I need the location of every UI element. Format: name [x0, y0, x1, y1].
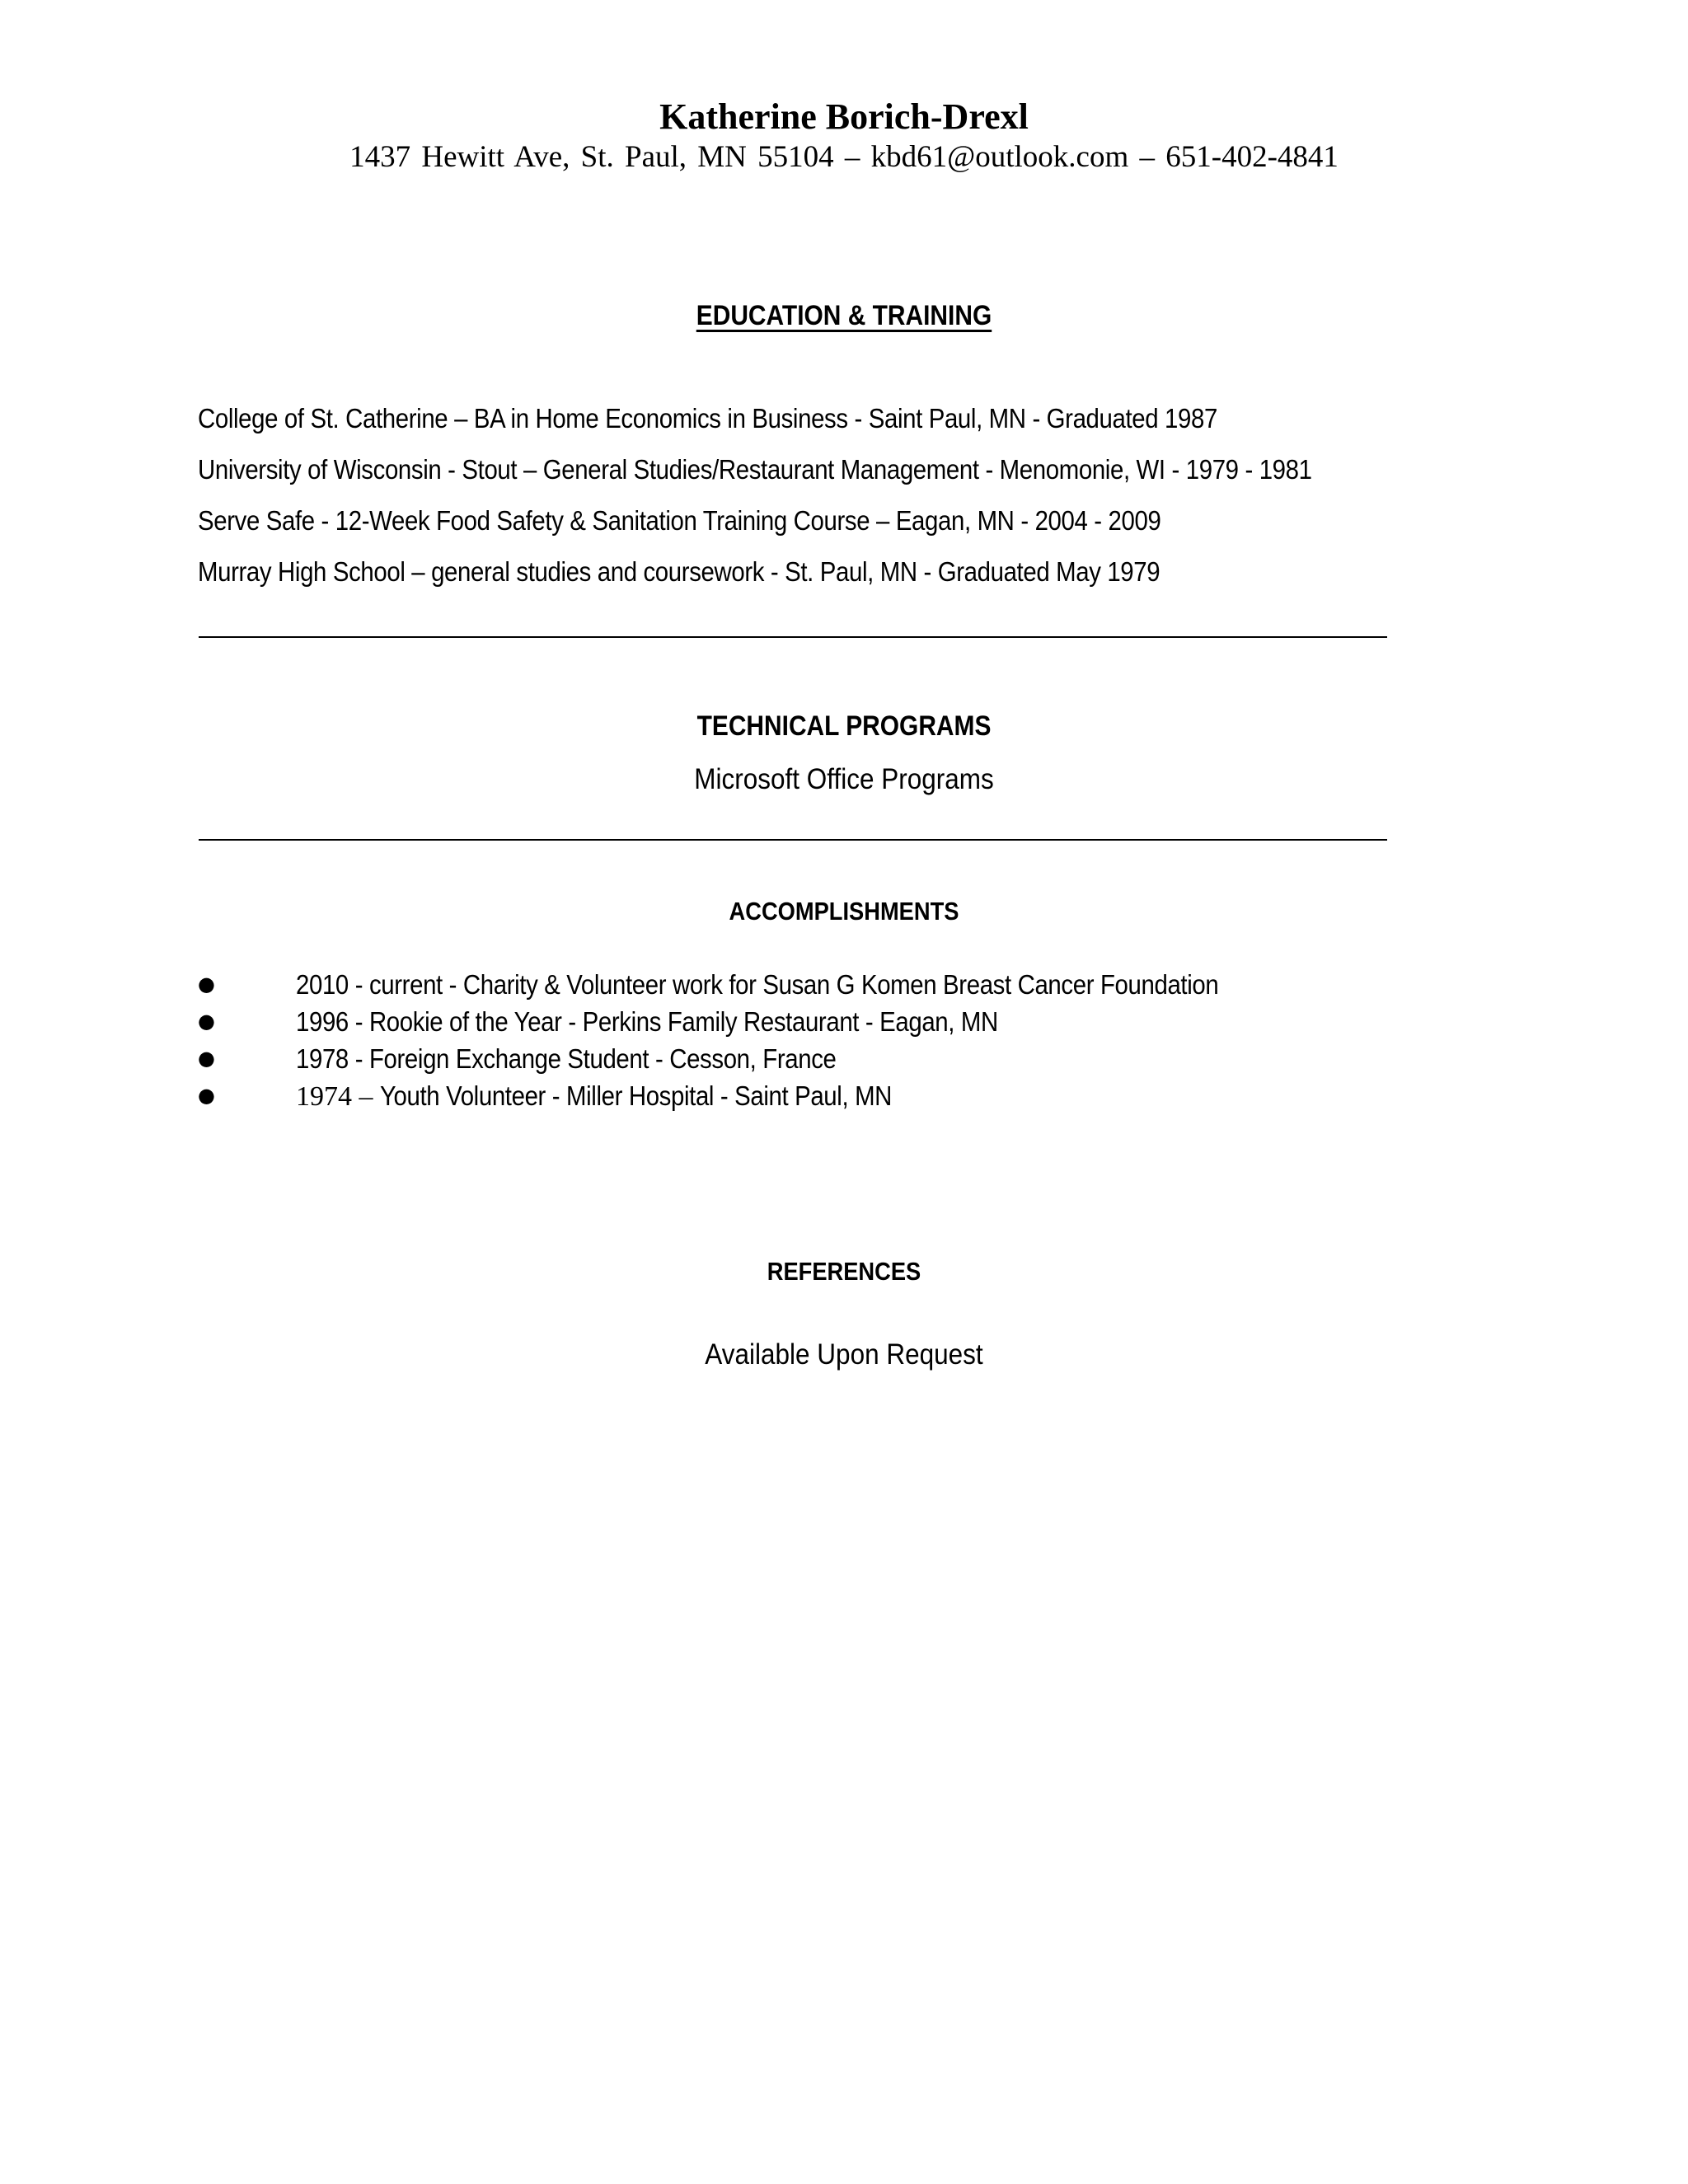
- accomplishment-text: Youth Volunteer - Miller Hospital - Saint Paul, MN: [379, 1080, 892, 1111]
- section-divider: [199, 839, 1387, 841]
- applicant-name: Katherine Borich-Drexl: [659, 96, 1029, 137]
- accomplishment-year: 1974 –: [296, 1081, 373, 1112]
- accomplishment-item: [198, 1077, 1517, 1114]
- education-item: College of St. Catherine – BA in Home Economics in Business - Saint Paul, MN - Graduated 1987: [198, 403, 1217, 434]
- education-item: Murray High School – general studies and coursework - St. Paul, MN - Graduated May 1979: [198, 556, 1160, 587]
- accomplishment-item: [198, 966, 1517, 1003]
- contact-line: 1437 Hewitt Ave, St. Paul, MN 55104 – kbd61@outlook.com – 651-402-4841: [349, 140, 1339, 174]
- technical-text: Microsoft Office Programs: [694, 763, 994, 795]
- technical-heading: TECHNICAL PROGRAMS: [696, 710, 992, 742]
- accomplishment-item: [198, 1040, 1517, 1077]
- bullet-icon: ●: [198, 1047, 215, 1070]
- accomplishment-text: 1996 - Rookie of the Year - Perkins Family Restaurant - Eagan, MN: [296, 1006, 998, 1037]
- education-item: University of Wisconsin - Stout – General Studies/Restaurant Management - Menomonie, WI - 1979 - 1981: [198, 454, 1312, 485]
- section-divider: [199, 636, 1387, 638]
- references-text: Available Upon Request: [705, 1338, 983, 1371]
- education-heading: [101, 297, 1587, 335]
- bullet-icon: ●: [198, 1084, 215, 1107]
- bullet-icon: ●: [198, 972, 215, 996]
- accomplishment-text: 1978 - Foreign Exchange Student - Cesson, France: [296, 1043, 837, 1074]
- accomplishment-text: 2010 - current - Charity & Volunteer work for Susan G Komen Breast Cancer Foundation: [296, 969, 1219, 1000]
- accomplishments-list: [198, 966, 1517, 1114]
- education-list: [198, 400, 1434, 604]
- bullet-icon: ●: [198, 1010, 215, 1033]
- accomplishments-heading: ACCOMPLISHMENTS: [729, 897, 959, 926]
- accomplishment-item: [198, 1003, 1517, 1040]
- education-heading-text: EDUCATION & TRAINING: [696, 300, 992, 331]
- education-item: Serve Safe - 12-Week Food Safety & Sanitation Training Course – Eagan, MN - 2004 - 2009: [198, 505, 1161, 536]
- references-heading: REFERENCES: [767, 1257, 921, 1286]
